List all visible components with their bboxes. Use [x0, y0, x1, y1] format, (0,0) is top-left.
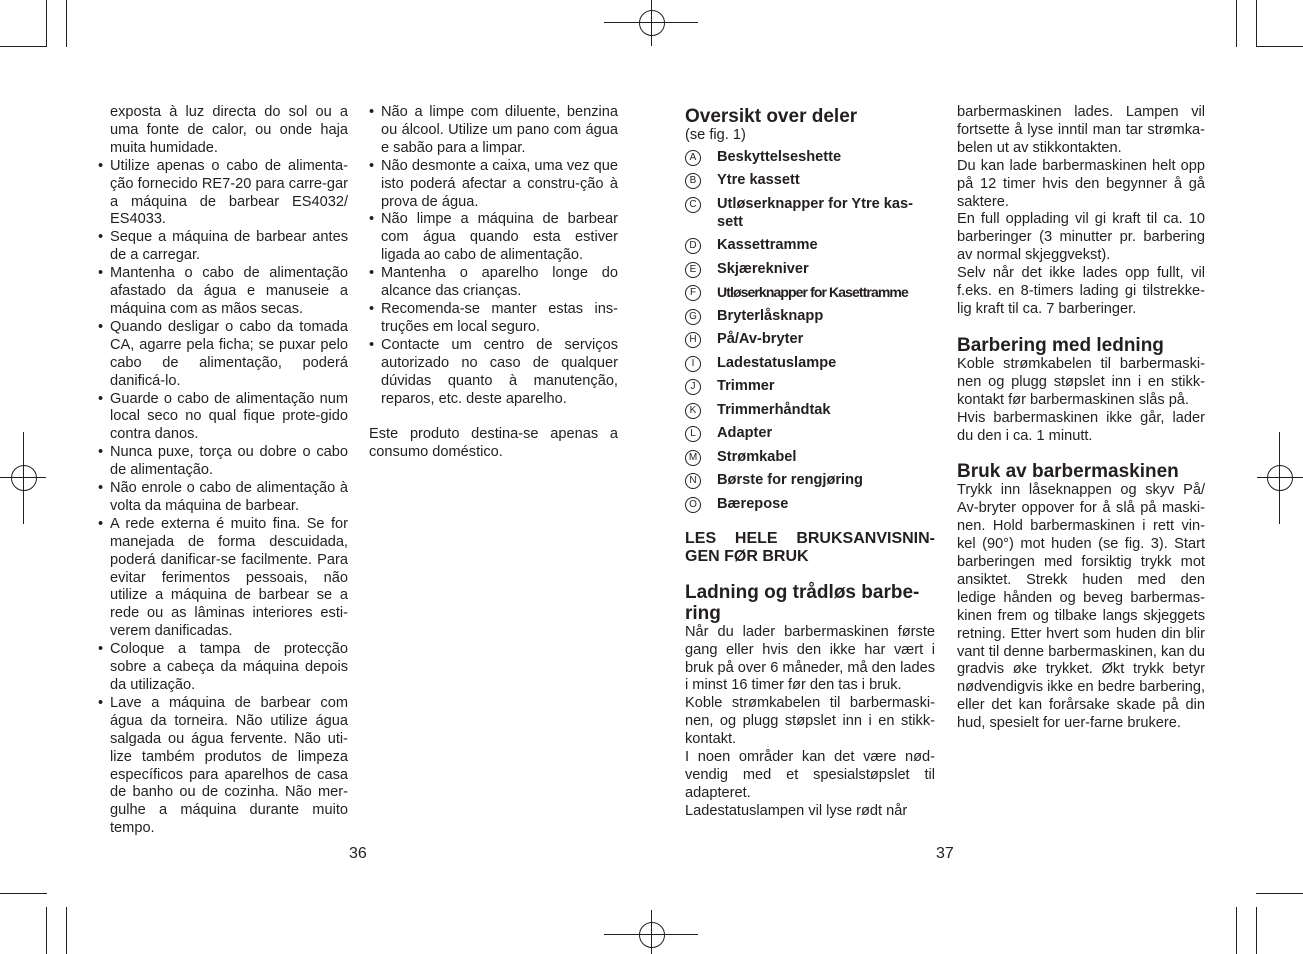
corded-shaving-text	[957, 356, 1205, 446]
bullet-icon: •	[98, 641, 104, 658]
part-name: Børste for rengjøring	[717, 472, 863, 489]
column-4	[957, 104, 1205, 733]
part-letter-icon: N	[685, 473, 701, 489]
part-name: Utløserknapper for Kasettramme	[717, 284, 908, 301]
bullet-icon: •	[369, 300, 375, 317]
column-3	[685, 104, 935, 821]
bullet-text: A rede externa é muito fina. Se for manejada de forma descuidada, poderá danificar-se facilmente. Para evitar ferimentos pessoais, não utilize a máquina de barbear se a rede ou as lâminas interiores esti-verem danificadas.	[110, 515, 348, 640]
part-name: Utløserknapper for Ytre kas-sett	[717, 195, 914, 230]
bullet-icon: •	[98, 265, 104, 282]
bullet-icon: •	[98, 444, 104, 461]
using-shaver-text	[957, 482, 1205, 733]
heading-charging: Ladning og trådløs barbe-ring	[685, 581, 920, 624]
paragraph: Hvis barbermaskinen ikke går, lader du den i ca. 1 minutt.	[957, 409, 1205, 444]
part-letter-icon: O	[685, 497, 701, 513]
part-item	[685, 196, 935, 232]
paragraph: En full opplading vil gi kraft til ca. 10 barberinger (3 minutter pr. barbering av normal skjeggvekst).	[957, 211, 1205, 264]
bullet-item	[369, 337, 618, 409]
bullet-text: Recomenda-se manter estas ins-truções em local seguro.	[381, 300, 618, 335]
figure-reference: (se fig. 1)	[685, 127, 746, 143]
part-item	[685, 449, 935, 467]
part-letter-icon: C	[685, 197, 701, 213]
part-item	[685, 378, 935, 396]
bullet-icon: •	[98, 694, 104, 711]
column-2	[369, 104, 618, 462]
part-item	[685, 402, 935, 420]
part-name: Beskyttelseshette	[717, 148, 842, 165]
part-item	[685, 149, 935, 167]
bullet-text: Não desmonte a caixa, uma vez que isto poderá afectar a constru-ção à prova de água.	[381, 157, 618, 210]
bullet-item	[369, 265, 618, 301]
part-name: Trimmerhåndtak	[717, 401, 831, 418]
part-letter-icon: I	[685, 356, 701, 372]
bullet-text: Utilize apenas o cabo de alimenta-ção fornecido RE7-20 para carre-gar a máquina de barbear ES4032/ ES4033.	[110, 157, 348, 228]
paragraph: Koble strømkabelen til barbermaski-nen, og plugg støpslet inn i en stikk-kontakt.	[685, 695, 935, 748]
page-number-left: 36	[349, 845, 367, 862]
bullet-text: Nunca puxe, torça ou dobre o cabo de alimentação.	[110, 444, 348, 479]
part-letter-icon: D	[685, 238, 701, 254]
part-name: Adapter	[717, 425, 773, 442]
parts-list	[685, 149, 935, 514]
bullet-item	[369, 104, 618, 158]
part-item	[685, 172, 935, 190]
part-letter-icon: K	[685, 403, 701, 419]
paragraph: Koble strømkabelen til barbermaski-nen og plugg støpslet inn i en stikk-kontakt før barbermaskinen slås på.	[957, 355, 1205, 408]
part-item	[685, 496, 935, 514]
bullet-item	[369, 158, 618, 212]
paragraph: Selv når det ikke lades opp fullt, vil f.eks. en 8-timers lading gi tilstrekke-lig kraft til ca. 7 barberinger.	[957, 265, 1205, 317]
paragraph: Du kan lade barbermaskinen helt opp på 12 timer hvis den begynner å gå saktere.	[957, 157, 1205, 210]
bullet-icon: •	[98, 157, 104, 174]
bullet-text: Seque a máquina de barbear antes de a carregar.	[110, 229, 348, 264]
bullet-text: Não limpe a máquina de barbear com água quando esta estiver ligada ao cabo de alimentação.	[381, 211, 618, 264]
paragraph: Trykk inn låseknappen og skyv På/ Av-bryter oppover for å slå på maski-nen. Hold barbermaskinen i rett vin-kel (90°) mot huden (se fig. 3). Start barberingen med forsiktig trykk mot ansiktet. Strekk huden med den ledige hånden og beveg barbermas-kinen frem og tilbake langs skjeggets retning. Etter hvert som huden din blir vant til denne barbermaskinen, kan du gradvis øke trykket. Økt trykk betyr nødvendigvis ikke en bedre barbering, eller det kan forårsake skade på din hud, spesielt for uer-farne brukere.	[957, 482, 1205, 732]
paragraph: Ladestatuslampen vil lyse rødt når	[685, 802, 908, 819]
bullet-list	[369, 104, 618, 408]
bullet-list	[98, 158, 348, 838]
bullet-text: Quando desligar o cabo da tomada CA, agarre pela ficha; se puxar pelo cabo de alimentação, poderá danificá-lo.	[110, 318, 348, 389]
part-item	[685, 284, 935, 302]
part-name: Skjærekniver	[717, 260, 809, 277]
bullet-item	[98, 695, 348, 838]
part-item	[685, 308, 935, 326]
part-letter-icon: L	[685, 426, 701, 442]
part-letter-icon: M	[685, 450, 701, 466]
paragraph: barbermaskinen lades. Lampen vil fortsette å lyse inntil man tar strømka-belen ut av stikkontakten.	[957, 104, 1205, 156]
charging-text	[685, 624, 935, 821]
bullet-text: Lave a máquina de barbear com água da torneira. Não utilize água salgada ou água fervente. Não uti-lize também produtos de limpeza específicos para aparelhos de casa de banho ou de cozinha. Não mer-gulhe a máquina durante muito tempo.	[110, 694, 348, 837]
bullet-item	[98, 158, 348, 230]
bullet-text: Não enrole o cabo de alimentação à volta da máquina de barbear.	[110, 480, 348, 514]
part-letter-icon: G	[685, 309, 701, 325]
bullet-text: Não a limpe com diluente, benzina ou álcool. Utilize um pano com água e sabão para a limpar.	[381, 104, 618, 156]
bullet-icon: •	[98, 229, 104, 246]
part-name: Ladestatuslampe	[717, 354, 837, 371]
paragraph: Når du lader barbermaskinen første gang eller hvis den ikke har vært i bruk på over 6 måneder, må den lades i minst 16 timer før den tas i bruk.	[685, 623, 935, 694]
part-letter-icon: A	[685, 150, 701, 166]
bullet-text: Contacte um centro de serviços autorizado no caso de qualquer dúvidas quanto à manutenção, reparos, etc. deste aparelho.	[381, 336, 618, 407]
bullet-item	[98, 641, 348, 695]
bullet-icon: •	[98, 515, 104, 532]
column-1	[98, 104, 348, 838]
bullet-item	[98, 480, 348, 516]
bullet-icon: •	[369, 265, 375, 282]
bullet-item	[98, 265, 348, 319]
part-item	[685, 425, 935, 443]
bullet-item	[98, 444, 348, 480]
part-name: Strømkabel	[717, 448, 797, 465]
part-letter-icon: J	[685, 379, 701, 395]
bullet-icon: •	[369, 157, 375, 174]
part-name: Trimmer	[717, 378, 775, 395]
paragraph: I noen områder kan det være nød-vendig med et spesialstøpslet til adapteret.	[685, 749, 935, 801]
continued-text: exposta à luz directa do sol ou a uma fonte de calor, ou onde haja muita humidade.	[110, 104, 348, 156]
bullet-item	[98, 229, 348, 265]
part-name: Ytre kassett	[717, 172, 800, 189]
bullet-icon: •	[369, 104, 375, 120]
bullet-icon: •	[369, 211, 375, 228]
bullet-icon: •	[98, 318, 104, 335]
part-letter-icon: B	[685, 173, 701, 189]
domestic-use-note: Este produto destina-se apenas a consumo doméstico.	[369, 426, 618, 461]
bullet-text: Coloque a tampa de protecção sobre a cabeça da máquina depois da utilização.	[110, 641, 348, 693]
heading-corded-shaving: Barbering med ledning	[957, 334, 1164, 356]
part-name: Bærepose	[717, 495, 789, 512]
bullet-icon: •	[369, 336, 375, 353]
bullet-item	[98, 516, 348, 641]
part-item	[685, 261, 935, 279]
bullet-text: Mantenha o aparelho longe do alcance das crianças.	[381, 265, 618, 300]
bullet-item	[98, 319, 348, 391]
bullet-item	[369, 301, 618, 337]
bullet-item	[98, 391, 348, 445]
bullet-text: Mantenha o cabo de alimentação afastado da água e manuseie a máquina com as mãos secas.	[110, 265, 348, 317]
read-instructions-warning: LES HELE BRUKSANVISNIN-GEN FØR BRUK	[685, 529, 935, 565]
heading-using-shaver: Bruk av barbermaskinen	[957, 461, 1179, 483]
part-name: Kassettramme	[717, 237, 818, 254]
bullet-icon: •	[98, 480, 104, 497]
part-item	[685, 237, 935, 255]
bullet-icon: •	[98, 390, 104, 407]
part-name: På/Av-bryter	[717, 331, 804, 348]
part-item	[685, 331, 935, 349]
bullet-item	[369, 211, 618, 265]
page-number-right: 37	[936, 845, 954, 862]
part-item	[685, 472, 935, 490]
part-letter-icon: H	[685, 332, 701, 348]
part-letter-icon: E	[685, 262, 701, 278]
bullet-text: Guarde o cabo de alimentação num local seco no qual fique prote-gido contra danos.	[110, 390, 348, 443]
heading-parts-overview: Oversikt over deler	[685, 106, 858, 127]
part-letter-icon: F	[685, 285, 701, 301]
charging-text-continued	[957, 104, 1205, 319]
part-name: Bryterlåsknapp	[717, 307, 824, 324]
part-item	[685, 355, 935, 373]
